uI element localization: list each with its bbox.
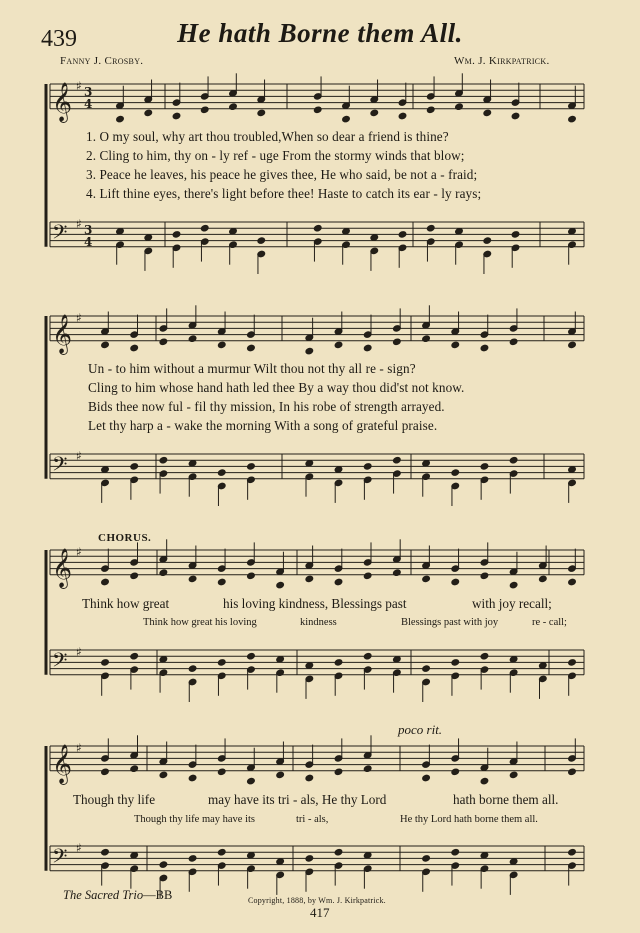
notehead [393,456,402,464]
chorus-echo-2a: Though thy life may have its [134,814,256,825]
notehead [130,463,139,471]
notehead [257,237,266,245]
notehead [426,106,435,114]
sharp-icon: ♯ [76,449,82,463]
notehead [509,771,518,779]
notehead [200,106,209,114]
sharp-icon: ♯ [76,741,82,755]
book-credit [63,888,172,903]
notehead [393,338,402,346]
notehead [422,335,431,343]
notehead [422,575,431,583]
chorus-echo-2c: He thy Lord hath borne them all. [400,814,538,825]
verse-1-line-2: Un - to him without a murmur Wilt thou not thy all re - sign? [88,361,416,376]
notehead [305,774,314,782]
treble-clef-icon: 𝄞 [52,313,73,354]
notehead [334,768,343,776]
notehead [568,341,577,349]
notehead [363,463,372,471]
book-code: —BB [143,888,173,902]
notehead [451,768,460,776]
notehead [451,578,460,586]
notehead [334,659,343,667]
notehead [509,456,518,464]
notehead [568,848,577,856]
sharp-icon: ♯ [76,545,82,559]
notehead [101,659,110,667]
notehead [483,109,492,117]
notehead [398,231,407,239]
notehead [334,848,343,856]
notehead [509,581,518,589]
chorus-lyric-1b: his loving kindness, Blessings past [223,596,407,611]
notehead [130,572,139,580]
sharp-icon: ♯ [76,645,82,659]
sharp-icon: ♯ [76,311,82,325]
notehead [305,575,314,583]
notehead [480,777,489,785]
notehead [200,224,209,232]
notehead [276,581,285,589]
treble-clef-icon: 𝄞 [52,81,73,122]
notehead [370,109,379,117]
chorus-lyric-1a: Think how great [82,596,170,611]
chorus-echo-1a: Think how great his loving [143,617,257,628]
notehead [188,575,197,583]
notehead [480,463,489,471]
notehead [188,335,197,343]
chorus-echo-2b: tri - als, [296,814,329,825]
notehead [426,224,435,232]
notehead [451,341,460,349]
notehead [363,652,372,660]
book-title: The Sacred Trio [63,888,144,902]
notehead [398,112,407,120]
notehead [101,578,110,586]
tempo-marking: poco rit. [398,722,443,737]
notehead [568,115,577,123]
verse-2-line-2: Cling to him whose hand hath led thee By a way thou did'st not know. [88,380,465,395]
notehead [305,855,314,863]
verse-3-line-1: 3. Peace he leaves, his peace he gives thee, He who said, be not a - fraid; [86,167,478,182]
chorus-label: CHORUS. [98,532,152,544]
notehead [539,575,548,583]
notehead [188,774,197,782]
notehead [172,231,181,239]
notehead [568,578,577,586]
verse-3-line-2: Bids thee now ful - fil thy mission, In his robe of strength arrayed. [88,399,445,414]
chorus-echo-1d: re - call; [532,617,567,628]
time-signature: 4 [84,97,93,111]
verse-4-line-1: 4. Lift thine eyes, there's light before thee! Haste to catch its ear - ly rays; [86,186,482,201]
notehead [247,652,256,660]
notehead [130,652,139,660]
notehead [229,103,238,111]
notehead [217,578,226,586]
notehead [144,109,153,117]
notehead [483,237,492,245]
chorus-lyric-2a: Though thy life [73,792,156,807]
notehead [363,572,372,580]
notehead [188,855,197,863]
bass-clef-icon: 𝄢 [52,648,68,677]
notehead [217,768,226,776]
notehead [422,855,431,863]
notehead [172,112,181,120]
notehead [393,569,402,577]
time-signature: 4 [84,235,93,249]
verse-2-line-1: 2. Cling to him, thy on - ly ref - uge From the stormy winds that blow; [86,148,465,163]
notehead [480,572,489,580]
notehead [422,665,431,673]
notehead [217,341,226,349]
notehead [480,344,489,352]
notehead [422,774,431,782]
bass-clef-icon: 𝄢 [52,452,68,481]
notehead [334,341,343,349]
bass-clef-icon: 𝄢 [52,220,68,249]
notehead [159,861,168,869]
composer-credit: Wm. J. Kirkpatrick. [454,55,550,67]
notehead [313,106,322,114]
notehead [101,341,110,349]
notehead [568,659,577,667]
notehead [363,344,372,352]
notehead [159,771,168,779]
copyright-notice: Copyright, 1888, by Wm. J. Kirkpatrick. [248,896,386,905]
notehead [159,338,168,346]
notehead [480,652,489,660]
sharp-icon: ♯ [76,217,82,231]
notehead [313,224,322,232]
notehead [101,768,110,776]
notehead [247,777,256,785]
notehead [305,347,314,355]
time-signature: 3 [84,85,93,99]
chorus-lyric-2c: hath borne them all. [453,792,559,807]
notehead [511,231,520,239]
notehead [334,578,343,586]
notehead [217,659,226,667]
notehead [511,112,520,120]
lyricist-credit: Fanny J. Crosby. [60,55,144,67]
notehead [159,569,168,577]
notehead [130,765,139,773]
notehead [451,469,460,477]
notehead [159,456,168,464]
notehead [451,848,460,856]
notehead [130,344,139,352]
chorus-lyric-2b: may have its tri - als, He thy Lord [208,792,387,807]
notehead [363,765,372,773]
chorus-echo-1c: Blessings past with joy [401,617,499,628]
chorus-lyric-1c: with joy recall; [472,596,552,611]
notehead [116,115,125,123]
notehead [257,109,266,117]
treble-clef-icon: 𝄞 [52,743,73,784]
notehead [568,768,577,776]
chorus-echo-1b: kindness [300,617,337,628]
notehead [342,115,351,123]
notehead [247,572,256,580]
notehead [188,665,197,673]
verse-1-line-1: 1. O my soul, why art thou troubled,When so dear a friend is thine? [86,129,449,144]
notehead [247,463,256,471]
sharp-icon: ♯ [76,841,82,855]
hymn-number: 439 [41,26,77,52]
notehead [509,338,518,346]
notehead [217,848,226,856]
verse-4-line-2: Let thy harp a - wake the morning With a song of grateful praise. [88,418,438,433]
notehead [451,659,460,667]
notehead [276,771,285,779]
notehead [247,344,256,352]
bass-clef-icon: 𝄢 [52,844,68,873]
notehead [217,469,226,477]
sharp-icon: ♯ [76,79,82,93]
hymn-title: He hath Borne them All. [177,18,463,48]
page-number: 417 [310,905,330,920]
treble-clef-icon: 𝄞 [52,547,73,588]
time-signature: 3 [84,223,93,237]
notehead [101,848,110,856]
notehead [455,103,464,111]
